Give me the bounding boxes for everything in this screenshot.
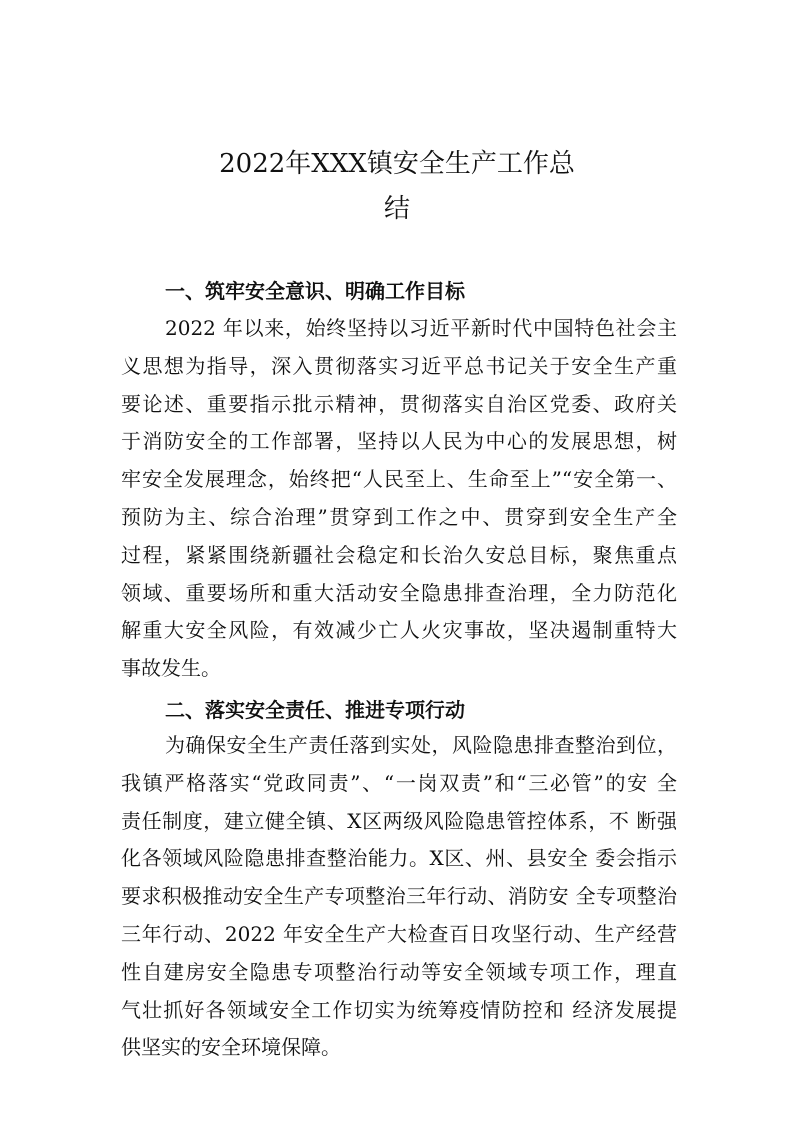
paragraph-line: 预防为主、综合治理”贯穿到工作之中、贯穿到安全生产全 (121, 505, 677, 529)
paragraph-line: 我镇严格落实“党政同责”、“一岗双责”和“三必管”的安 全 (121, 770, 677, 795)
paragraph-line: 性自建房安全隐患专项整治行动等安全领域专项工作，理直 (121, 959, 677, 984)
paragraph-line: 过程，紧紧围绕新疆社会稳定和长治久安总目标，聚焦重点 (121, 542, 677, 567)
paragraph-line: 化各领域风险隐患排查整治能力。X区、州、县安全 委会指示 (121, 846, 677, 871)
paragraph-line: 义思想为指导，深入贯彻落实习近平总书记关于安全生产重 (121, 353, 677, 378)
paragraph-line: 为确保安全生产责任落到实处，风险隐患排查整治到位， (165, 733, 677, 757)
paragraph-line: 领域、重要场所和重大活动安全隐患排查治理，全力防范化 (121, 580, 677, 605)
paragraph-line: 要论述、重要指示批示精神，贯彻落实自治区党委、政府关 (121, 391, 677, 416)
paragraph-line: 供坚实的安全环境保障。 (121, 1035, 341, 1060)
section-heading: 二、落实安全责任、推进专项行动 (165, 698, 465, 722)
paragraph-line: 责任制度，建立健全镇、X区两级风险隐患管控体系，不 断强 (121, 808, 677, 833)
paragraph-line: 要求积极推动安全生产专项整治三年行动、消防安 全专项整治 (121, 884, 677, 909)
paragraph-line: 三年行动、2022 年安全生产大检查百日攻坚行动、生产经营 (121, 922, 677, 946)
document-title-line-1: 2022年XXX镇安全生产工作总 (219, 149, 575, 179)
paragraph-line: 解重大安全风险，有效减少亡人火灾事故，坚决遏制重特大 (121, 618, 677, 643)
paragraph-line: 牢安全发展理念，始终把“人民至上、生命至上”“安全第一、 (121, 467, 677, 492)
paragraph-line: 气壮抓好各领域安全工作切实为统筹疫情防控和 经济发展提 (121, 997, 677, 1022)
paragraph-line: 2022 年以来，始终坚持以习近平新时代中国特色社会主 (165, 316, 677, 340)
section-heading: 一、筑牢安全意识、明确工作目标 (165, 279, 465, 303)
document-title-line-2: 结 (383, 194, 410, 224)
paragraph-line: 于消防安全的工作部署，坚持以人民为中心的发展思想，树 (121, 429, 677, 454)
paragraph-line: 事故发生。 (121, 656, 221, 681)
